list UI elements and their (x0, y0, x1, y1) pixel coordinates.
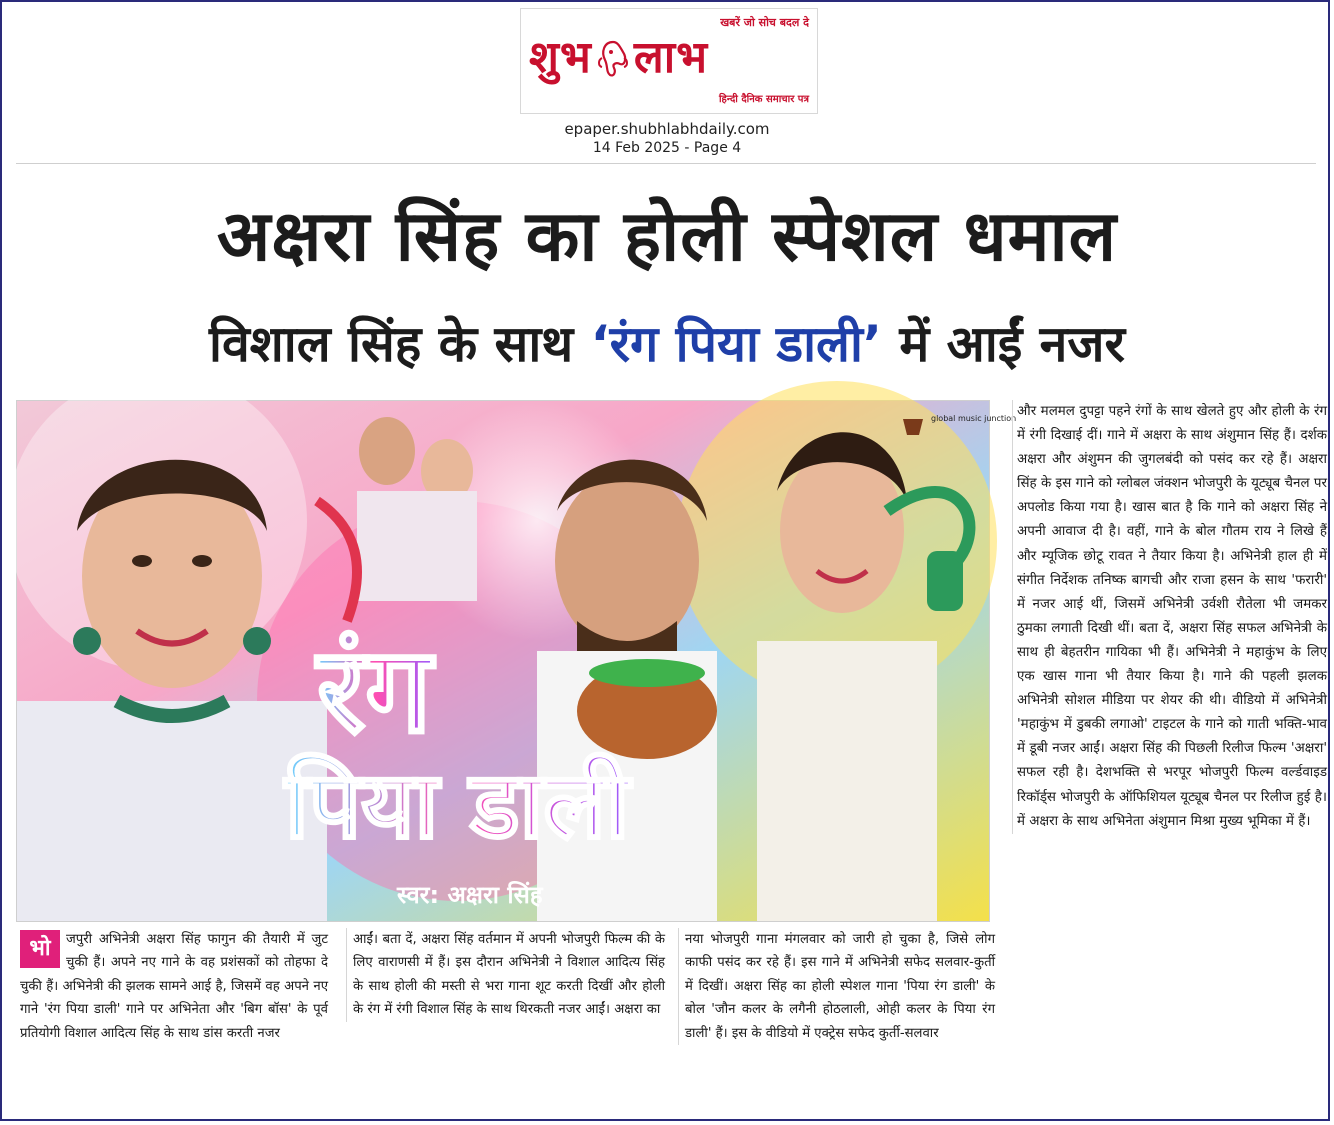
dropcap: भो (20, 930, 60, 968)
subheadline (2, 304, 1332, 384)
article-column-right: और मलमल दुपट्टा पहने रंगों के साथ खेलते हुए और होली के रंग में रंगी दिखाई दीं। गाने में अक्षरा के साथ अंशुमान सिंह हैं। दर्शक अक्षरा और अंशुमन की जुगलबंदी को पसंद कर रहे हैं। अक्षरा सिंह के इस गाने को ग्लोबल जंक्शन भोजपुरी के यूट्यूब चैनल पर अपलोड किया गया है। खास बात है कि गाने को अक्षरा सिंह ने अपनी आवाज दी है। वहीं, गाने के बोल गौतम राय ने लिखे हैं और म्यूजिक छोटू रावत ने तैयार किया है। अभिनेत्री हाल ही में संगीत निर्देशक तनिष्क बागची और राजा हसन के साथ 'फरारी' में नजर आई थीं, जिसमें अभिनेत्री उर्वशी रौतेला भी जमकर ठुमका लगाती दिखी थीं। बता दें, अक्षरा सिंह सफल अभिनेत्री के साथ ही बेहतरीन गायिका भी हैं। अभिनेत्री ने महाकुंभ के लिए एक खास गाना भी तैयार किया है। गाने की पहली झलक अभिनेत्री सोशल मीडिया पर शेयर की थी। वीडियो में अभिनेत्री 'महाकुंभ में डुबकी लगाओ' टाइटल के गाने को गाती भक्ति-भाव में डूबी नजर आईं। अक्षरा सिंह की पिछली रिलीज फिल्म 'अक्षरा' सफल रही है। देशभक्ति से भरपूर भोजपुरी फिल्म वर्ल्डवाइड रिकॉर्ड्स भोजपुरी के ऑफिशियल यूट्यूब चैनल पर रिलीज हुई है। में अक्षरा के साथ अभिनेता अंशुमान मिश्रा मुख्य भूमिका में हैं। (1012, 400, 1327, 834)
color-pot (577, 659, 717, 759)
subhead-prefix: विशाल सिंह के साथ (209, 315, 591, 373)
subhead-suffix: में आईं नजर (881, 315, 1125, 373)
site-url[interactable]: epaper.shubhlabhdaily.com (564, 120, 770, 138)
logo-right-word: लाभ (633, 32, 709, 83)
logo-left-word: शुभ (529, 32, 592, 83)
article-column-3: नया भोजपुरी गाना मंगलवार को जारी हो चुका है, जिसे लोग काफी पसंद कर रहे हैं। इस गाने में अभिनेत्री सफेद सलवार-कुर्ती में दिखीं। अक्षरा सिंह का होली स्पेशल गाना 'पिया रंग डाली' के बोल 'जौन कलर के लगैनी होठलाली, ओही कलर के पिया रंग डाली' हैं। इस के वीडियो में एक्ट्रेस सफेद कुर्ती-सलवार (678, 928, 995, 1045)
headline: अक्षरा सिंह का होली स्पेशल धमाल (216, 195, 1118, 277)
masthead[interactable] (520, 8, 818, 114)
subhead-song-title: ‘रंग पिया डाली’ (590, 315, 882, 373)
channel-label: global music junction (931, 414, 1017, 423)
divider (16, 163, 1316, 164)
article-column-2: आईं। बता दें, अक्षरा सिंह वर्तमान में अपनी भोजपुरी फिल्म की के लिए वाराणसी में हैं। इस दौरान अभिनेत्री ने विशाल आदित्य सिंह के साथ होली की मस्ती से भरा गाना शूट करती दिखीं और होली के रंग में रंगी विशाल सिंह के साथ थिरकती नजर आईं। अक्षरा का (346, 928, 665, 1022)
masthead-subtag: हिन्दी दैनिक समाचार पत्र (718, 94, 809, 105)
poster-title-line1: रंग (317, 621, 432, 759)
ganesha-icon (596, 38, 630, 78)
poster-image (17, 401, 1017, 921)
poster-title-line2: पिया डाली (285, 752, 630, 859)
poster-credit: स्वर: अक्षरा सिंह (397, 881, 543, 909)
article-photo (16, 400, 1017, 922)
article-column-1 (20, 928, 328, 1045)
article-column-1-text: जपुरी अभिनेत्री अक्षरा सिंह फागुन की तैयारी में जुट चुकी हैं। अपने नए गाने के वह प्रशंसकों को तोहफा दे चुकी हैं। अभिनेत्री की झलक सामने आई है, जिसमें वह अपने नए गाने 'रंग पिया डाली' गाने पर अभिनेता और 'बिग बॉस' के पूर्व प्रतियोगी विशाल आदित्य सिंह के साथ डांस करती नजर (20, 932, 328, 1041)
logo (529, 31, 708, 85)
masthead-tagline: खबरें जो सोच बदल दे (720, 16, 809, 29)
issue-date-page: 14 Feb 2025 - Page 4 (592, 140, 742, 156)
